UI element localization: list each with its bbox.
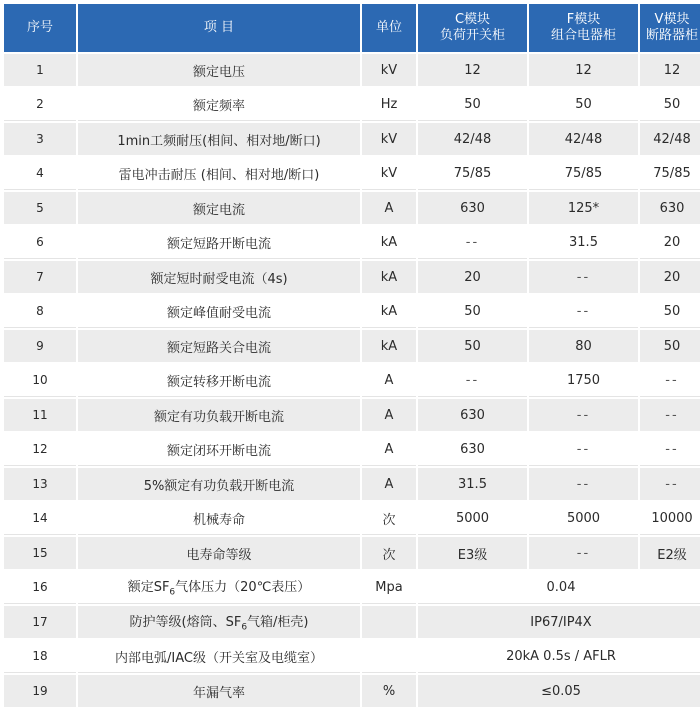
row-f-value: -- (529, 537, 638, 569)
row-item (78, 606, 360, 638)
row-index: 1 (4, 54, 76, 86)
row-unit (362, 606, 416, 638)
table-row (4, 330, 700, 362)
row-v-value: -- (640, 433, 700, 466)
row-item-subscript: 6 (241, 622, 248, 633)
header-c-module-line2: 负荷开关柜 (439, 28, 505, 43)
header-v-module-line2: 断路器柜 (645, 28, 698, 43)
row-unit (362, 640, 416, 673)
header-c-module (418, 4, 527, 52)
table-row (4, 261, 700, 293)
row-v-value: 50 (640, 88, 700, 121)
table-row (4, 88, 700, 121)
row-item: 电寿命等级 (78, 537, 360, 569)
row-f-value: -- (529, 468, 638, 500)
table-row (4, 606, 700, 638)
row-index: 11 (4, 399, 76, 431)
row-index: 16 (4, 571, 76, 604)
row-v-value: 10000 (640, 502, 700, 535)
row-f-value: -- (529, 295, 638, 328)
row-item: 5%额定有功负载开断电流 (78, 468, 360, 500)
row-unit: A (362, 433, 416, 466)
row-f-value: 42/48 (529, 123, 638, 155)
row-f-value: -- (529, 433, 638, 466)
row-item-subscript: 6 (169, 587, 176, 598)
row-unit: A (362, 399, 416, 431)
row-v-value: -- (640, 399, 700, 431)
row-unit: kV (362, 157, 416, 190)
row-unit: kV (362, 54, 416, 86)
header-item: 项 目 (78, 4, 360, 52)
row-index: 3 (4, 123, 76, 155)
row-f-value: 1750 (529, 364, 638, 397)
row-item: 机械寿命 (78, 502, 360, 535)
row-item: 1min工频耐压(相间、相对地/断口) (78, 123, 360, 155)
row-merged-value: ≤0.05 (418, 675, 700, 707)
row-item-text: 内部电弧/IAC级（开关室及电缆室） (115, 650, 323, 666)
row-v-value: E2级 (640, 537, 700, 569)
row-f-value: 12 (529, 54, 638, 86)
header-index: 序号 (4, 4, 76, 52)
spec-body (4, 54, 700, 707)
row-item: 雷电冲击耐压 (相间、相对地/断口) (78, 157, 360, 190)
row-c-value: -- (418, 364, 527, 397)
row-f-value: 5000 (529, 502, 638, 535)
row-index: 4 (4, 157, 76, 190)
row-unit: Hz (362, 88, 416, 121)
row-merged-value: IP67/IP4X (418, 606, 700, 638)
row-c-value: 630 (418, 433, 527, 466)
row-item: 额定短路开断电流 (78, 226, 360, 259)
row-f-value: 75/85 (529, 157, 638, 190)
row-index: 18 (4, 640, 76, 673)
row-index: 13 (4, 468, 76, 500)
row-item: 额定短路关合电流 (78, 330, 360, 362)
row-unit: kA (362, 226, 416, 259)
row-unit: kA (362, 330, 416, 362)
row-c-value: 20 (418, 261, 527, 293)
row-f-value: 80 (529, 330, 638, 362)
row-v-value: 50 (640, 295, 700, 328)
table-row (4, 192, 700, 224)
row-item: 额定闭环开断电流 (78, 433, 360, 466)
row-unit: kV (362, 123, 416, 155)
row-index: 9 (4, 330, 76, 362)
table-row (4, 295, 700, 328)
row-v-value: 75/85 (640, 157, 700, 190)
row-v-value: 630 (640, 192, 700, 224)
row-item (78, 640, 360, 673)
table-row (4, 364, 700, 397)
row-c-value: 12 (418, 54, 527, 86)
row-f-value: -- (529, 261, 638, 293)
row-index: 17 (4, 606, 76, 638)
row-c-value: 5000 (418, 502, 527, 535)
row-index: 7 (4, 261, 76, 293)
table-row (4, 571, 700, 604)
row-unit: Mpa (362, 571, 416, 604)
row-item-text-suffix: 气体压力（20℃表压） (175, 580, 311, 596)
row-c-value: 50 (418, 295, 527, 328)
row-item-text: 防护等级(熔筒、SF (129, 615, 242, 631)
row-v-value: 12 (640, 54, 700, 86)
row-item: 额定电压 (78, 54, 360, 86)
row-f-value: 125* (529, 192, 638, 224)
row-unit: A (362, 192, 416, 224)
table-row (4, 502, 700, 535)
row-item: 额定电流 (78, 192, 360, 224)
row-c-value: 42/48 (418, 123, 527, 155)
row-unit: A (362, 468, 416, 500)
row-item-text: 额定SF (127, 580, 170, 596)
row-item: 额定峰值耐受电流 (78, 295, 360, 328)
row-item-text-suffix: 气箱/柜壳) (247, 615, 309, 631)
row-index: 19 (4, 675, 76, 707)
row-f-value: -- (529, 399, 638, 431)
row-c-value: 50 (418, 330, 527, 362)
table-row (4, 157, 700, 190)
row-item (78, 571, 360, 604)
row-item: 额定有功负载开断电流 (78, 399, 360, 431)
row-v-value: 50 (640, 330, 700, 362)
row-c-value: 31.5 (418, 468, 527, 500)
header-f-module-line1: F模块 (566, 12, 601, 27)
table-row (4, 433, 700, 466)
row-unit: A (362, 364, 416, 397)
table-row (4, 123, 700, 155)
header-unit: 单位 (362, 4, 416, 52)
row-f-value: 50 (529, 88, 638, 121)
row-unit: % (362, 675, 416, 707)
row-v-value: 20 (640, 226, 700, 259)
row-item: 额定短时耐受电流（4s) (78, 261, 360, 293)
row-merged-value: 20kA 0.5s / AFLR (418, 640, 700, 673)
header-row (4, 4, 700, 52)
header-f-module (529, 4, 638, 52)
table-row (4, 640, 700, 673)
row-unit: kA (362, 261, 416, 293)
row-c-value: 75/85 (418, 157, 527, 190)
header-f-module-line2: 组合电器柜 (550, 28, 616, 43)
row-index: 6 (4, 226, 76, 259)
row-item (78, 675, 360, 707)
row-index: 8 (4, 295, 76, 328)
row-unit: 次 (362, 537, 416, 569)
row-f-value: 31.5 (529, 226, 638, 259)
table-row (4, 675, 700, 707)
row-unit: 次 (362, 502, 416, 535)
row-index: 10 (4, 364, 76, 397)
table-row (4, 54, 700, 86)
table-row (4, 537, 700, 569)
table-row (4, 226, 700, 259)
row-index: 12 (4, 433, 76, 466)
header-v-module-line1: V模块 (654, 12, 690, 27)
row-merged-value: 0.04 (418, 571, 700, 604)
row-index: 14 (4, 502, 76, 535)
table-row (4, 468, 700, 500)
row-index: 2 (4, 88, 76, 121)
spec-table (2, 2, 700, 709)
row-c-value: E3级 (418, 537, 527, 569)
row-c-value: 630 (418, 192, 527, 224)
header-v-module (640, 4, 700, 52)
row-v-value: -- (640, 468, 700, 500)
row-item: 额定转移开断电流 (78, 364, 360, 397)
row-item-text: 年漏气率 (192, 685, 245, 701)
row-c-value: 630 (418, 399, 527, 431)
row-item: 额定频率 (78, 88, 360, 121)
row-v-value: 20 (640, 261, 700, 293)
row-index: 15 (4, 537, 76, 569)
row-index: 5 (4, 192, 76, 224)
row-v-value: -- (640, 364, 700, 397)
row-c-value: -- (418, 226, 527, 259)
table-row (4, 399, 700, 431)
row-unit: kA (362, 295, 416, 328)
header-c-module-line1: C模块 (454, 12, 491, 27)
row-c-value: 50 (418, 88, 527, 121)
row-v-value: 42/48 (640, 123, 700, 155)
